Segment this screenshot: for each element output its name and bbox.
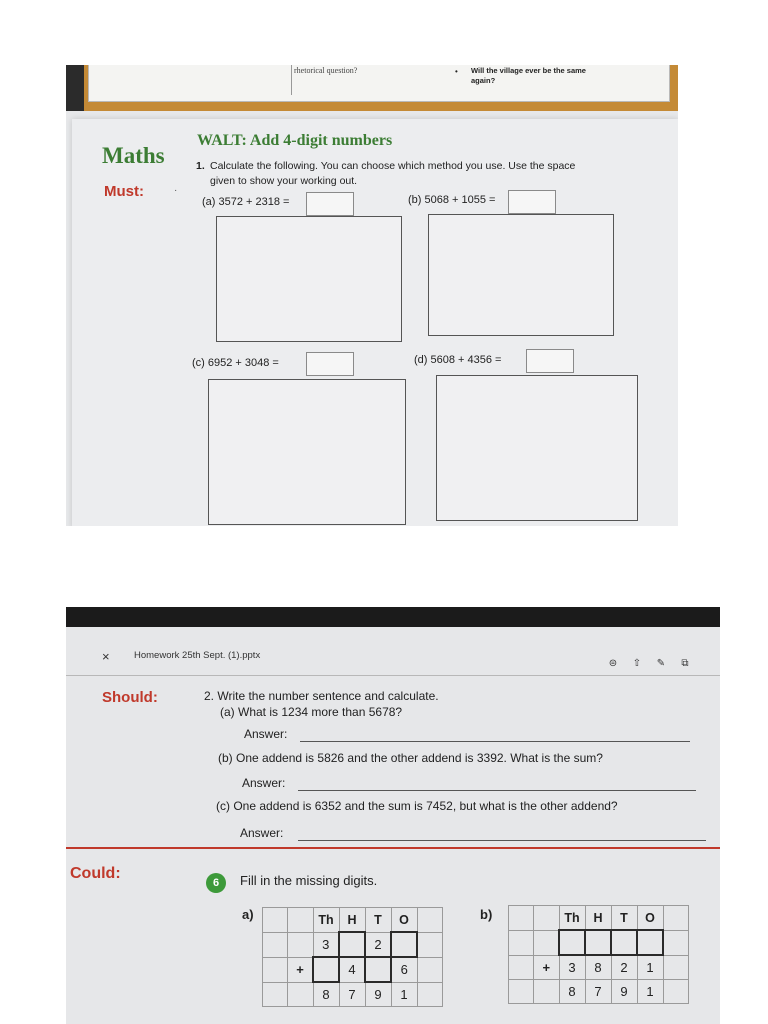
grid-cell [663,906,689,931]
subject-title: Maths [102,143,165,168]
sum-expression: 5608 + 4356 = [430,354,502,366]
answer-box-d[interactable] [526,349,574,373]
section-divider [66,847,720,849]
part-label: (d) [414,354,428,366]
question-2c: (c) One addend is 6352 and the sum is 7452, but what is the other addend? [216,799,618,813]
sum-expression: 6952 + 3048 = [207,357,279,369]
previous-page-table [88,65,670,102]
previous-page-cell-text: rhetorical question? [294,66,358,75]
missing-digit-box[interactable] [391,932,417,957]
part-label: (c) [192,357,205,369]
digit-cell: 1 [637,955,663,980]
digit-cell: 6 [391,957,417,982]
plus-sign: + [288,957,314,982]
result-digit: 8 [559,980,585,1004]
answer-box-a[interactable] [306,192,354,216]
answer-box-c[interactable] [306,352,354,376]
grid-cell [263,957,288,982]
should-label: Should: [102,689,158,706]
grid-cell [663,930,689,955]
grid-cell [288,932,314,957]
toolbar-divider [66,675,720,676]
grid-cell [417,957,443,982]
missing-digit-box[interactable] [339,932,365,957]
answer-label-c: Answer: [240,826,284,840]
sum-expression: 3572 + 2318 = [218,196,290,208]
table-divider [291,65,292,95]
result-digit: 1 [637,980,663,1004]
must-label: Must: [104,183,144,200]
digit-cell: 4 [339,957,365,982]
close-icon[interactable]: × [102,649,110,664]
markup-icon[interactable]: ⊜ [608,657,618,669]
answer-label-b: Answer: [242,776,286,790]
result-digit: 7 [585,980,611,1004]
document-filename: Homework 25th Sept. (1).pptx [134,650,261,661]
question-6-badge: 6 [206,873,226,893]
worksheet-photo-top [66,65,678,526]
working-box-d[interactable] [436,375,638,521]
grid-cell [534,980,560,1004]
digit-cell: 3 [559,955,585,980]
bullet: • [455,67,458,76]
share-icon[interactable]: ⇧ [632,657,642,669]
part-d-sum [414,354,501,366]
worksheet-photo-bottom [66,607,720,1024]
grid-cell [509,906,534,931]
missing-digit-box[interactable] [313,957,339,982]
result-digit: 1 [391,982,417,1007]
edit-pencil-icon[interactable]: ✎ [656,657,666,669]
header-tens: T [611,906,637,931]
grid-cell [417,932,443,957]
missing-digit-box[interactable] [365,957,391,982]
grid-cell [534,930,560,955]
question-instruction: Calculate the following. You can choose which method you use. Use the space given to show your working out. [210,160,576,187]
working-box-b[interactable] [428,214,614,336]
previous-page-bullet-text: Will the village ever be the same again? [471,66,586,85]
place-value-grid-a [262,907,443,1007]
grid-cell [509,930,534,955]
missing-digit-box[interactable] [637,930,663,955]
digit-cell: 3 [313,932,339,957]
open-external-icon[interactable]: ⧉ [681,657,689,669]
part-b-label: b) [480,907,493,922]
grid-cell [534,906,560,931]
question-6-instruction: Fill in the missing digits. [240,873,378,888]
dot: · [174,185,178,196]
missing-digit-box[interactable] [611,930,637,955]
header-hundreds: H [339,908,365,933]
question-number: 1. [196,160,205,172]
working-box-a[interactable] [216,216,402,342]
grid-cell [663,955,689,980]
part-label: (b) [408,194,422,206]
grid-cell [263,932,288,957]
part-c-sum [192,357,279,369]
maths-page [72,119,678,526]
desk-shadow [66,65,84,111]
grid-cell [417,982,443,1007]
grid-cell [663,980,689,1004]
header-thousands: Th [313,908,339,933]
answer-line-c[interactable] [298,840,706,841]
sum-expression: 5068 + 1055 = [424,194,496,206]
header-ones: O [637,906,663,931]
working-box-c[interactable] [208,379,406,525]
part-b-sum [408,194,495,206]
digit-cell: 2 [611,955,637,980]
header-thousands: Th [559,906,585,931]
part-a-label: a) [242,907,254,922]
question-2a: (a) What is 1234 more than 5678? [220,705,403,719]
question-2b: (b) One addend is 5826 and the other addend is 3392. What is the sum? [218,751,603,765]
result-digit: 9 [611,980,637,1004]
digit-cell: 2 [365,932,391,957]
answer-line-b[interactable] [298,790,696,791]
part-label: (a) [202,196,216,208]
plus-sign: + [534,955,560,980]
question-2-title: 2. Write the number sentence and calculate. [204,689,439,703]
result-digit: 8 [313,982,339,1007]
answer-label-a: Answer: [244,727,288,741]
digit-cell: 8 [585,955,611,980]
place-value-grid-b [508,905,689,1004]
grid-cell [509,955,534,980]
grid-cell [263,982,288,1007]
grid-cell [417,908,443,933]
could-label: Could: [70,865,121,882]
missing-digit-box[interactable] [559,930,585,955]
header-ones: O [391,908,417,933]
missing-digit-box[interactable] [585,930,611,955]
header-hundreds: H [585,906,611,931]
grid-cell [509,980,534,1004]
grid-cell [263,908,288,933]
header-tens: T [365,908,391,933]
result-digit: 9 [365,982,391,1007]
answer-line-a[interactable] [300,741,690,742]
walt-heading: WALT: Add 4-digit numbers [197,132,393,149]
result-digit: 7 [339,982,365,1007]
grid-cell [288,908,314,933]
grid-cell [288,982,314,1007]
part-a-sum [202,196,289,208]
document-viewer [66,627,720,1024]
answer-box-b[interactable] [508,190,556,214]
